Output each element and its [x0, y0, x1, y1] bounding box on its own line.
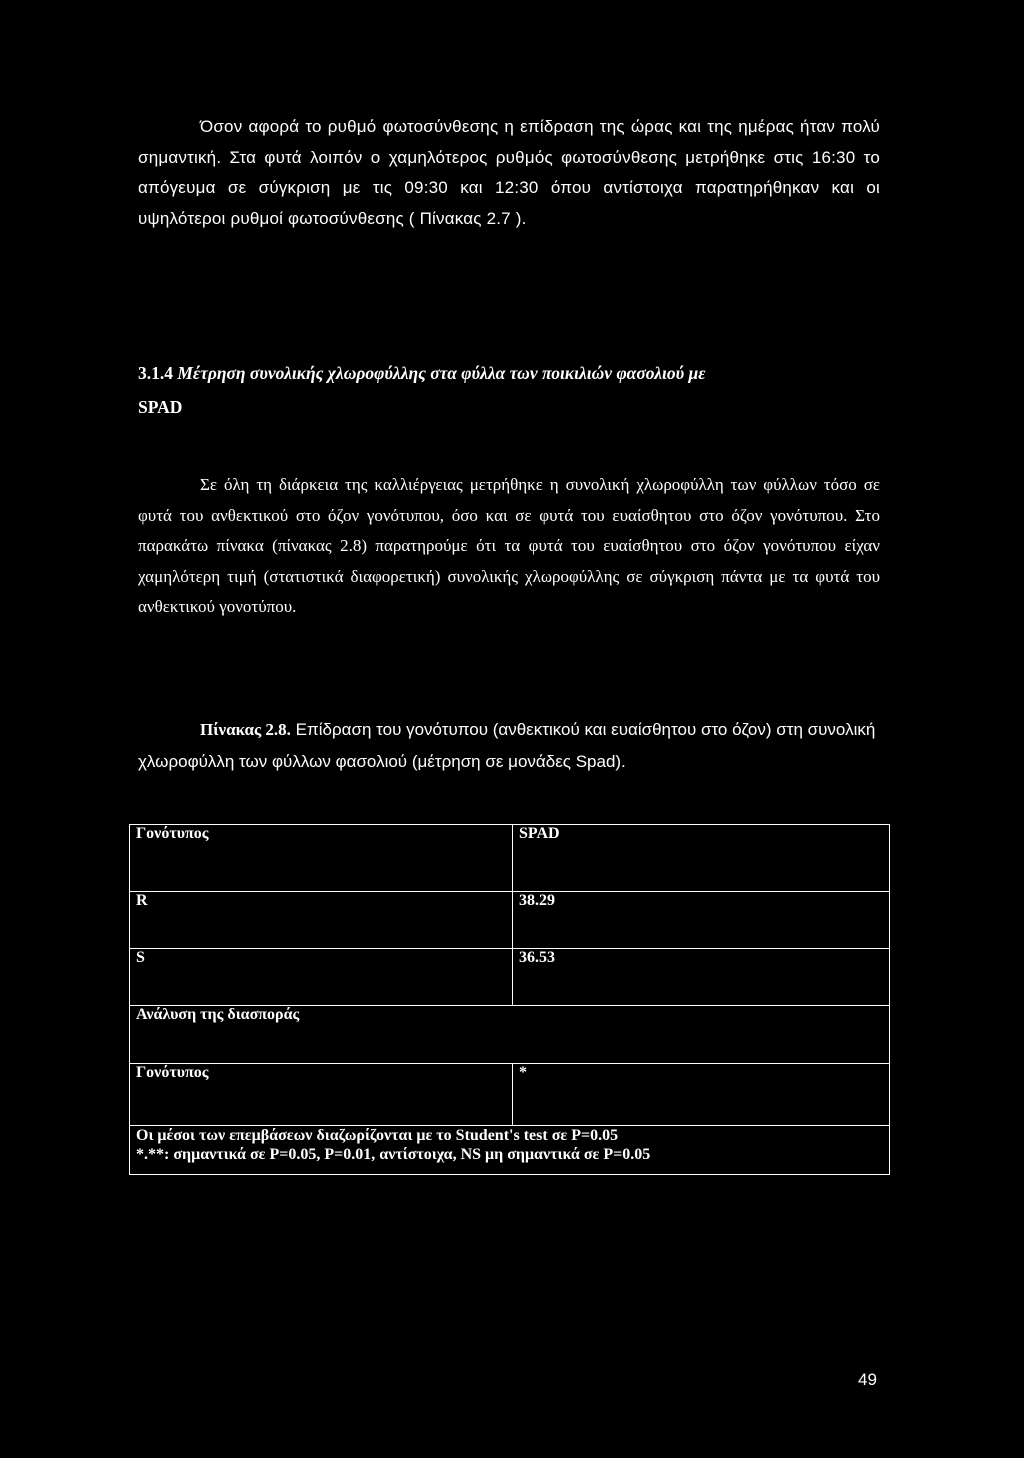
body-paragraph: Σε όλη τη διάρκεια της καλλιέργειας μετρήθηκε η συνολική χλωροφύλλη των φύλλων τόσο σε φυτά του ανθεκτικού στο όζον γονότυπου, όσο και σε φυτά του ευαίσθητου στο όζον γονότυπου. Στο παρακάτω πίνακα (πίνακας 2.8) παρατηρούμε ότι τα φυτά του ευαίσθητου στο όζον γονότυπου είχαν χαμηλότερη τιμή (στατιστικά διαφορετική) συνολικής χλωροφύλλης σε σύγκριση πάντα με τα φυτά του ανθεκτικού γονοτύπου.	[138, 475, 880, 616]
row-genotype-r: R	[130, 892, 513, 949]
table-caption	[138, 714, 880, 778]
section-heading	[138, 356, 880, 424]
notes-row	[130, 1126, 890, 1175]
spad-table	[129, 824, 890, 1175]
section-number: 3.1.4	[138, 363, 173, 383]
note-line-2: *.**: σημαντικά σε P=0.05, P=0.01, αντίστοιχα, NS μη σημαντικά σε P=0.05	[136, 1146, 651, 1163]
row-genotype-s: S	[130, 949, 513, 1006]
anova-genotype: Γονότυπος	[130, 1064, 513, 1126]
anova-label: Ανάλυση της διασποράς	[130, 1006, 890, 1064]
row-value-r: 38.29	[513, 892, 890, 949]
caption-text: Επίδραση του γονότυπου (ανθεκτικού και ευαίσθητου στο όζον) στη συνολική χλωροφύλλη των φύλλων φασολιού (μέτρηση σε μονάδες Spad).	[138, 720, 876, 771]
page-number: 49	[858, 1370, 877, 1389]
table-row	[130, 892, 890, 949]
anova-label-row	[130, 1006, 890, 1064]
header-genotype: Γονότυπος	[130, 825, 513, 892]
anova-row	[130, 1064, 890, 1126]
header-spad: SPAD	[513, 825, 890, 892]
anova-significance: *	[513, 1064, 890, 1126]
note-line-1: Οι μέσοι των επεμβάσεων διαζωρίζονται με το Student's test σε P=0.05	[136, 1127, 619, 1144]
row-value-s: 36.53	[513, 949, 890, 1006]
section-title: Μέτρηση συνολικής χλωροφύλλης στα φύλλα των ποικιλιών φασολιού με	[177, 363, 706, 383]
intro-paragraph: Όσον αφορά το ρυθμό φωτοσύνθεσης η επίδραση της ώρας και της ημέρας ήταν πολύ σημαντική. Στα φυτά λοιπόν ο χαμηλότερος ρυθμός φωτοσύνθεσης μετρήθηκε στις 16:30 το απόγευμα σε σύγκριση με τις 09:30 και 12:30 όπου αντίστοιχα παρατηρήθηκαν και οι υψηλότεροι ρυθμοί φωτοσύνθεσης ( Πίνακας 2.7 ).	[138, 117, 880, 228]
table-header-row	[130, 825, 890, 892]
caption-label: Πίνακας 2.8.	[200, 720, 291, 739]
table-row	[130, 949, 890, 1006]
notes-cell	[130, 1126, 890, 1175]
section-title-end: SPAD	[138, 397, 183, 417]
